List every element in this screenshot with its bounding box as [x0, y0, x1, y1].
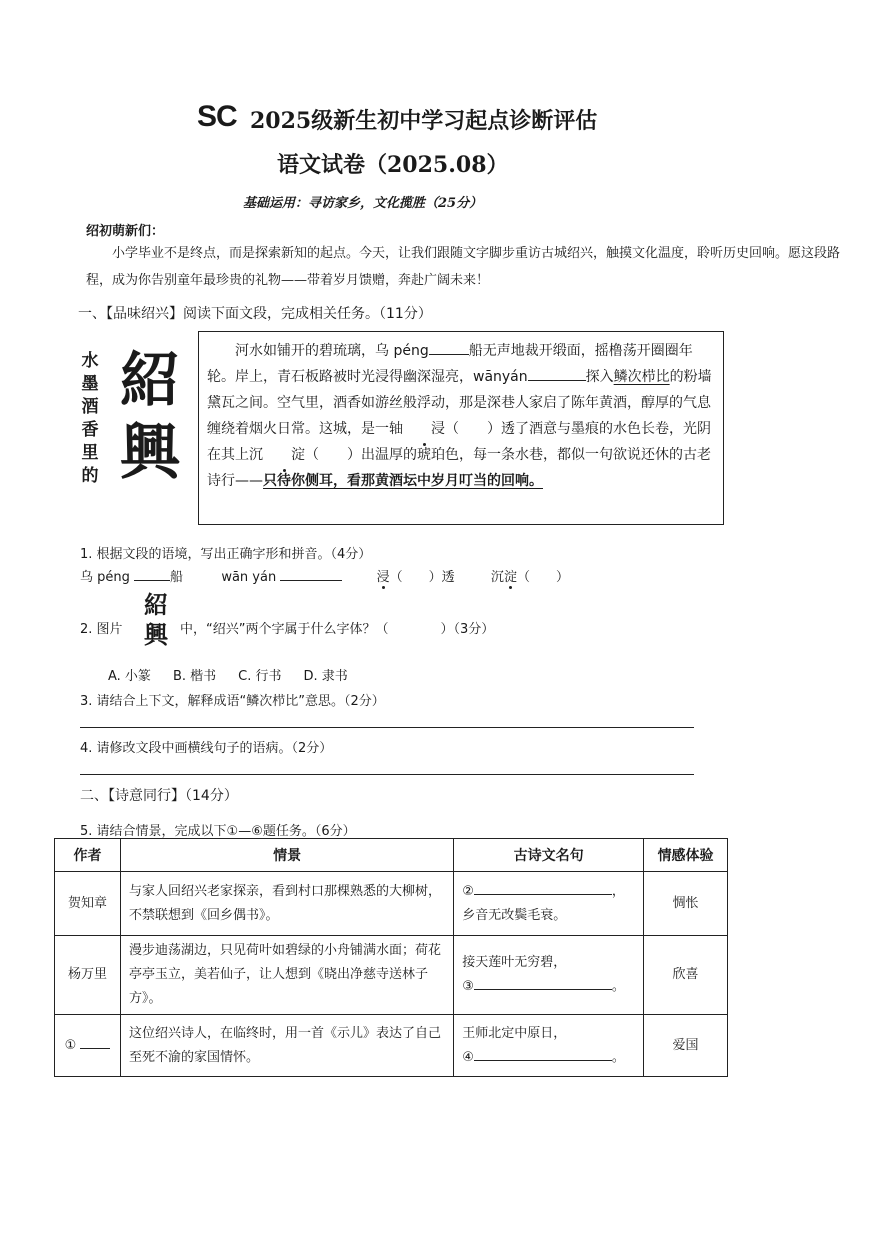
author-cell: 贺知章 — [55, 872, 121, 936]
question-2-lead: 2. 图片 — [80, 622, 123, 637]
question-5: 5. 请结合情景，完成以下①—⑥题任务。（6分） — [80, 824, 356, 839]
blank-wanyan[interactable] — [528, 366, 586, 381]
scene-cell: 这位绍兴诗人，在临终时，用一首《示儿》表达了自己至死不渝的家国情怀。 — [120, 1015, 453, 1077]
answer-blank[interactable] — [134, 566, 170, 581]
question-3: 3. 请结合上下文，解释成语“鳞次栉比”意思。（2分） — [80, 694, 385, 709]
question-4: 4. 请修改文段中画横线句子的语病。（2分） — [80, 741, 333, 756]
question-2: 中，“绍兴”两个字属于什么字体？（ ）（3分） — [180, 622, 495, 637]
section-theme: 基础运用：寻访家乡，文化揽胜（25分） — [243, 196, 483, 211]
emotion-cell: 爱国 — [644, 1015, 728, 1077]
verse-blank[interactable] — [474, 975, 612, 990]
passage-box: 河水如铺开的碧琉璃，乌 péng 船无声地裁开缎面，摇橹荡开圈圈年轮。岸上，青石板路被时光浸得幽深湿亮，wānyán 探入鳞次栉比的粉墙黛瓦之间。空气里，酒香如游丝般浮动，那是深巷人家启了陈年黄酒，醇厚的气息缠绕着烟火日常。这城，是一轴 浸（ ）透了酒意与墨痕的水色长卷，光阴在其上沉 淀（ ）出温厚的琥珀色，每一条水巷，都似一句欲说还休的古老诗行——只待你侧耳，看那黄酒坛中岁月叮当的回响。 — [198, 331, 724, 525]
vertical-caption — [80, 350, 100, 488]
author-cell: 杨万里 — [55, 936, 121, 1015]
verse-cell: 王师北定中原日， ④ 。 — [454, 1015, 644, 1077]
calligraphy-thumbnail: 紹 興 — [144, 590, 168, 649]
section2-heading: 二、【诗意同行】（14分） — [80, 788, 238, 804]
dotted-char: 浸 — [377, 566, 390, 585]
greeting: 绍初萌新们： — [86, 224, 165, 239]
verse-cell: ② ， 乡音无改鬓毛衰。 — [454, 872, 644, 936]
answer-blank[interactable] — [280, 566, 342, 581]
dotted-char: 淀 — [504, 566, 517, 585]
option-a[interactable]: A. 小篆 — [108, 669, 151, 684]
option-b[interactable]: B. 楷书 — [172, 669, 217, 684]
vertical-char: 的 — [81, 466, 99, 486]
poem-table — [54, 838, 728, 1077]
vertical-char: 香 — [81, 420, 99, 440]
calligraphy-char: 興 — [120, 418, 180, 488]
col-emotion: 情感体验 — [644, 839, 728, 872]
verse-cell: 接天莲叶无穷碧， ③ 。 — [454, 936, 644, 1015]
verse-blank[interactable] — [474, 880, 612, 895]
dotted-char: 浸 — [403, 416, 445, 442]
vertical-char: 里 — [81, 443, 99, 463]
school-mark: SC — [197, 100, 237, 133]
idiom-underlined: 鳞次栉比 — [613, 369, 670, 385]
dotted-char: 淀 — [263, 442, 305, 468]
scene-cell: 与家人回绍兴老家探亲，看到村口那棵熟悉的大柳树，不禁联想到《回乡偶书》。 — [120, 872, 453, 936]
option-c[interactable]: C. 行书 — [238, 669, 282, 684]
underlined-sentence: 只待你侧耳，看那黄酒坛中岁月叮当的回响。 — [263, 473, 543, 489]
intro-paragraph: 小学毕业不是终点，而是探索新知的起点。今天，让我们跟随文字脚步重访古城绍兴，触摸文化温度，聆听历史回响。愿这段路程，成为你告别童年最珍贵的礼物——带着岁月馈赠，奔赴广阔未来！ — [86, 246, 841, 288]
calligraphy-image — [110, 345, 190, 489]
scene-cell: 漫步迪荡湖边，只见荷叶如碧绿的小舟铺满水面；荷花亭亭玉立，美若仙子，让人想到《晓出净慈寺送林子方》。 — [120, 936, 453, 1015]
question-1-fields: 乌 péng 船 wān yán 浸（ ）透 沉淀（ ） — [80, 566, 780, 585]
vertical-char: 酒 — [81, 397, 99, 417]
exam-subtitle: 语文试卷（2025.08） — [277, 152, 509, 178]
verse-blank[interactable] — [474, 1046, 612, 1061]
col-author: 作者 — [55, 839, 121, 872]
answer-line[interactable] — [80, 727, 694, 728]
author-cell: ① — [55, 1015, 121, 1077]
table-row — [55, 936, 728, 1015]
vertical-char: 水 — [81, 351, 99, 371]
emotion-cell: 欣喜 — [644, 936, 728, 1015]
question-1: 1. 根据文段的语境，写出正确字形和拼音。（4分） — [80, 547, 372, 562]
emotion-cell: 惆怅 — [644, 872, 728, 936]
calligraphy-char: 紹 — [120, 346, 180, 416]
table-header-row — [55, 839, 728, 872]
col-verse: 古诗文名句 — [454, 839, 644, 872]
exam-title: 2025级新生初中学习起点诊断评估 — [250, 108, 598, 134]
author-blank[interactable] — [80, 1034, 110, 1049]
table-row — [55, 1015, 728, 1077]
section1-heading: 一、【品味绍兴】阅读下面文段，完成相关任务。（11分） — [78, 306, 432, 322]
col-scene: 情景 — [120, 839, 453, 872]
option-d[interactable]: D. 隶书 — [303, 669, 348, 684]
blank-peng[interactable] — [429, 340, 469, 355]
vertical-char: 墨 — [81, 374, 99, 394]
answer-line[interactable] — [80, 774, 694, 775]
table-row — [55, 872, 728, 936]
question-2-options — [108, 665, 448, 684]
